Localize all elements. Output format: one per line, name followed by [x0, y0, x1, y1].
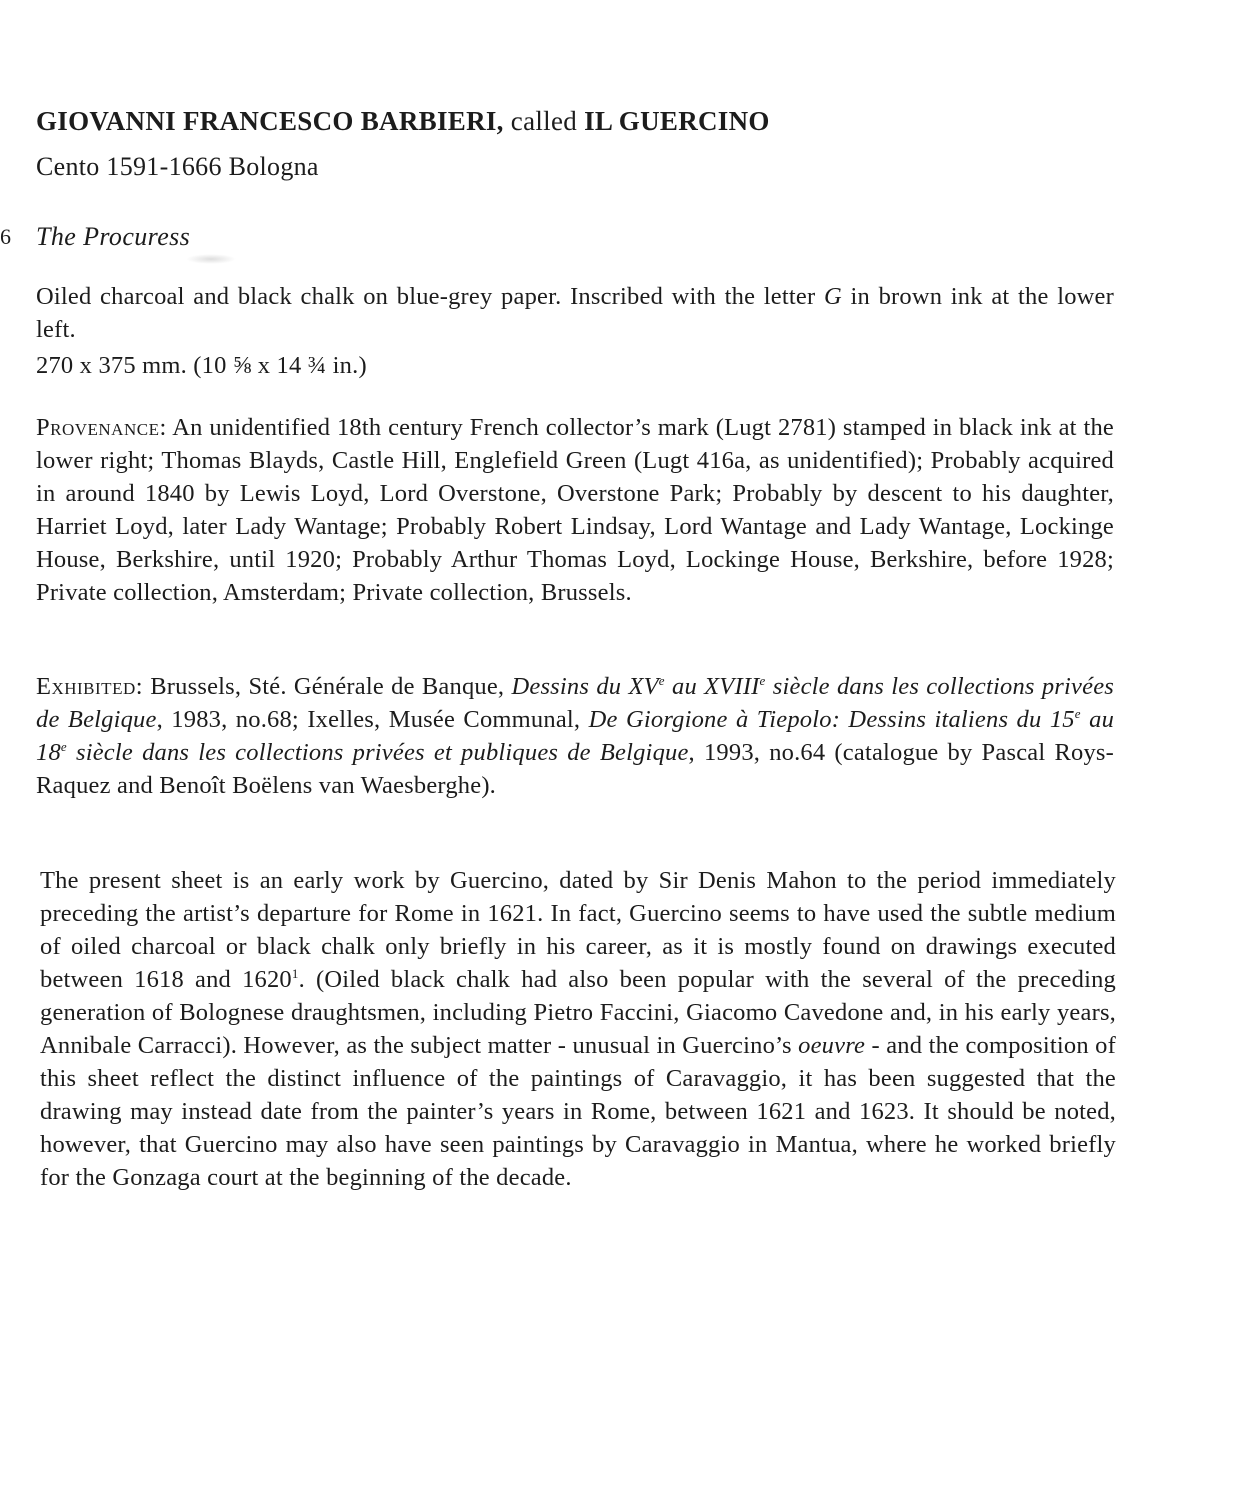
exhibition-title-2-b: au 18: [36, 706, 1115, 766]
scan-smudge: [186, 254, 236, 264]
provenance-section: [36, 411, 1114, 609]
exhibited-section: [36, 670, 1114, 802]
artist-alias: IL GUERCINO: [584, 106, 770, 136]
exhibited-text-2: , 1983, no.68; Ixelles, Musée Communal,: [156, 706, 589, 733]
essay-text-2: . (Oiled black chalk had also been popular with the several of the preceding generation of Bolognese draughtsmen, including Pietro Faccini, Giacomo Cavedone and, in his early years, Annibale Carracci). However, as the subject matter - unusual in Guercino’s: [40, 966, 1116, 1059]
superscript: e: [1074, 705, 1081, 721]
medium-text-a: Oiled charcoal and black chalk on blue-grey paper. Inscribed with the letter: [36, 283, 824, 310]
essay-oeuvre: oeuvre: [798, 1032, 866, 1059]
footnote-marker[interactable]: 1: [291, 965, 299, 981]
essay-text-3: - and the composition of this sheet reflect the distinct influence of the paintings of Caravaggio, it has been suggested that the drawing may instead date from the painter’s years in Rome, between 1621 and 1623. It should be noted, however, that Guercino may also have seen paintings by Caravaggio in Mantua, where he worked briefly for the Gonzaga court at the beginning of the decade.: [40, 1032, 1116, 1191]
provenance-text: An unidentified 18th century French collector’s mark (Lugt 2781) stamped in black ink at the lower right; Thomas Blayds, Castle Hill, Englefield Green (Lugt 416a, as unidentified); Probably acquired in around 1840 by Lewis Loyd, Lord Overstone, Overstone Park; Probably by descent to his daughter, Harriet Loyd, later Lady Wantage; Probably Robert Lindsay, Lord Wantage and Lady Wantage, Lockinge House, Berkshire, until 1920; Probably Arthur Thomas Loyd, Lockinge House, Berkshire, before 1928; Private collection, Amsterdam; Private collection, Brussels.: [36, 414, 1114, 606]
superscript: e: [759, 672, 766, 688]
artwork-title: The Procuress: [36, 222, 191, 251]
exhibition-title-2-a: De Giorgione à Tiepolo: Dessins italiens du 15: [588, 706, 1075, 733]
exhibited-text-3: , 1993, no.64 (catalogue by Pascal Roys-Raquez and Benoît Boëlens van Waesberghe).: [36, 739, 1114, 799]
medium-text-b: in brown ink at the lower left.: [36, 283, 1114, 343]
called-text: called: [510, 106, 578, 136]
essay-paragraph: [40, 864, 1116, 1194]
exhibition-title-2-c: siècle dans les collections privées et publiques de Belgique: [66, 739, 689, 766]
exhibited-label: Exhibited:: [36, 673, 144, 700]
artist-heading: [36, 104, 1136, 138]
exhibition-title-1-c: siècle dans les collections privées de Belgique: [36, 673, 1115, 733]
catalogue-number: 6: [0, 224, 11, 249]
artist-name: GIOVANNI FRANCESCO BARBIERI,: [36, 106, 504, 136]
superscript: e: [60, 738, 67, 754]
superscript: e: [658, 672, 665, 688]
essay-text-1: The present sheet is an early work by Guercino, dated by Sir Denis Mahon to the period immediately preceding the artist’s departure for Rome in 1621. In fact, Guercino seems to have used the subtle medium of oiled charcoal or black chalk only briefly in his career, as it is mostly found on drawings executed between 1618 and 1620: [40, 867, 1116, 993]
artist-lifespan: Cento 1591-1666 Bologna: [36, 152, 319, 181]
inscribed-letter: G: [823, 283, 842, 310]
medium-description: [36, 280, 1114, 346]
provenance-label: Provenance:: [36, 414, 167, 441]
exhibition-title-1-b: au XVIII: [664, 673, 760, 700]
exhibition-title-1-a: Dessins du XV: [511, 673, 659, 700]
artwork-dimensions: 270 x 375 mm. (10 ⅝ x 14 ¾ in.): [36, 352, 367, 379]
exhibited-text-1: Brussels, Sté. Générale de Banque,: [143, 673, 512, 700]
